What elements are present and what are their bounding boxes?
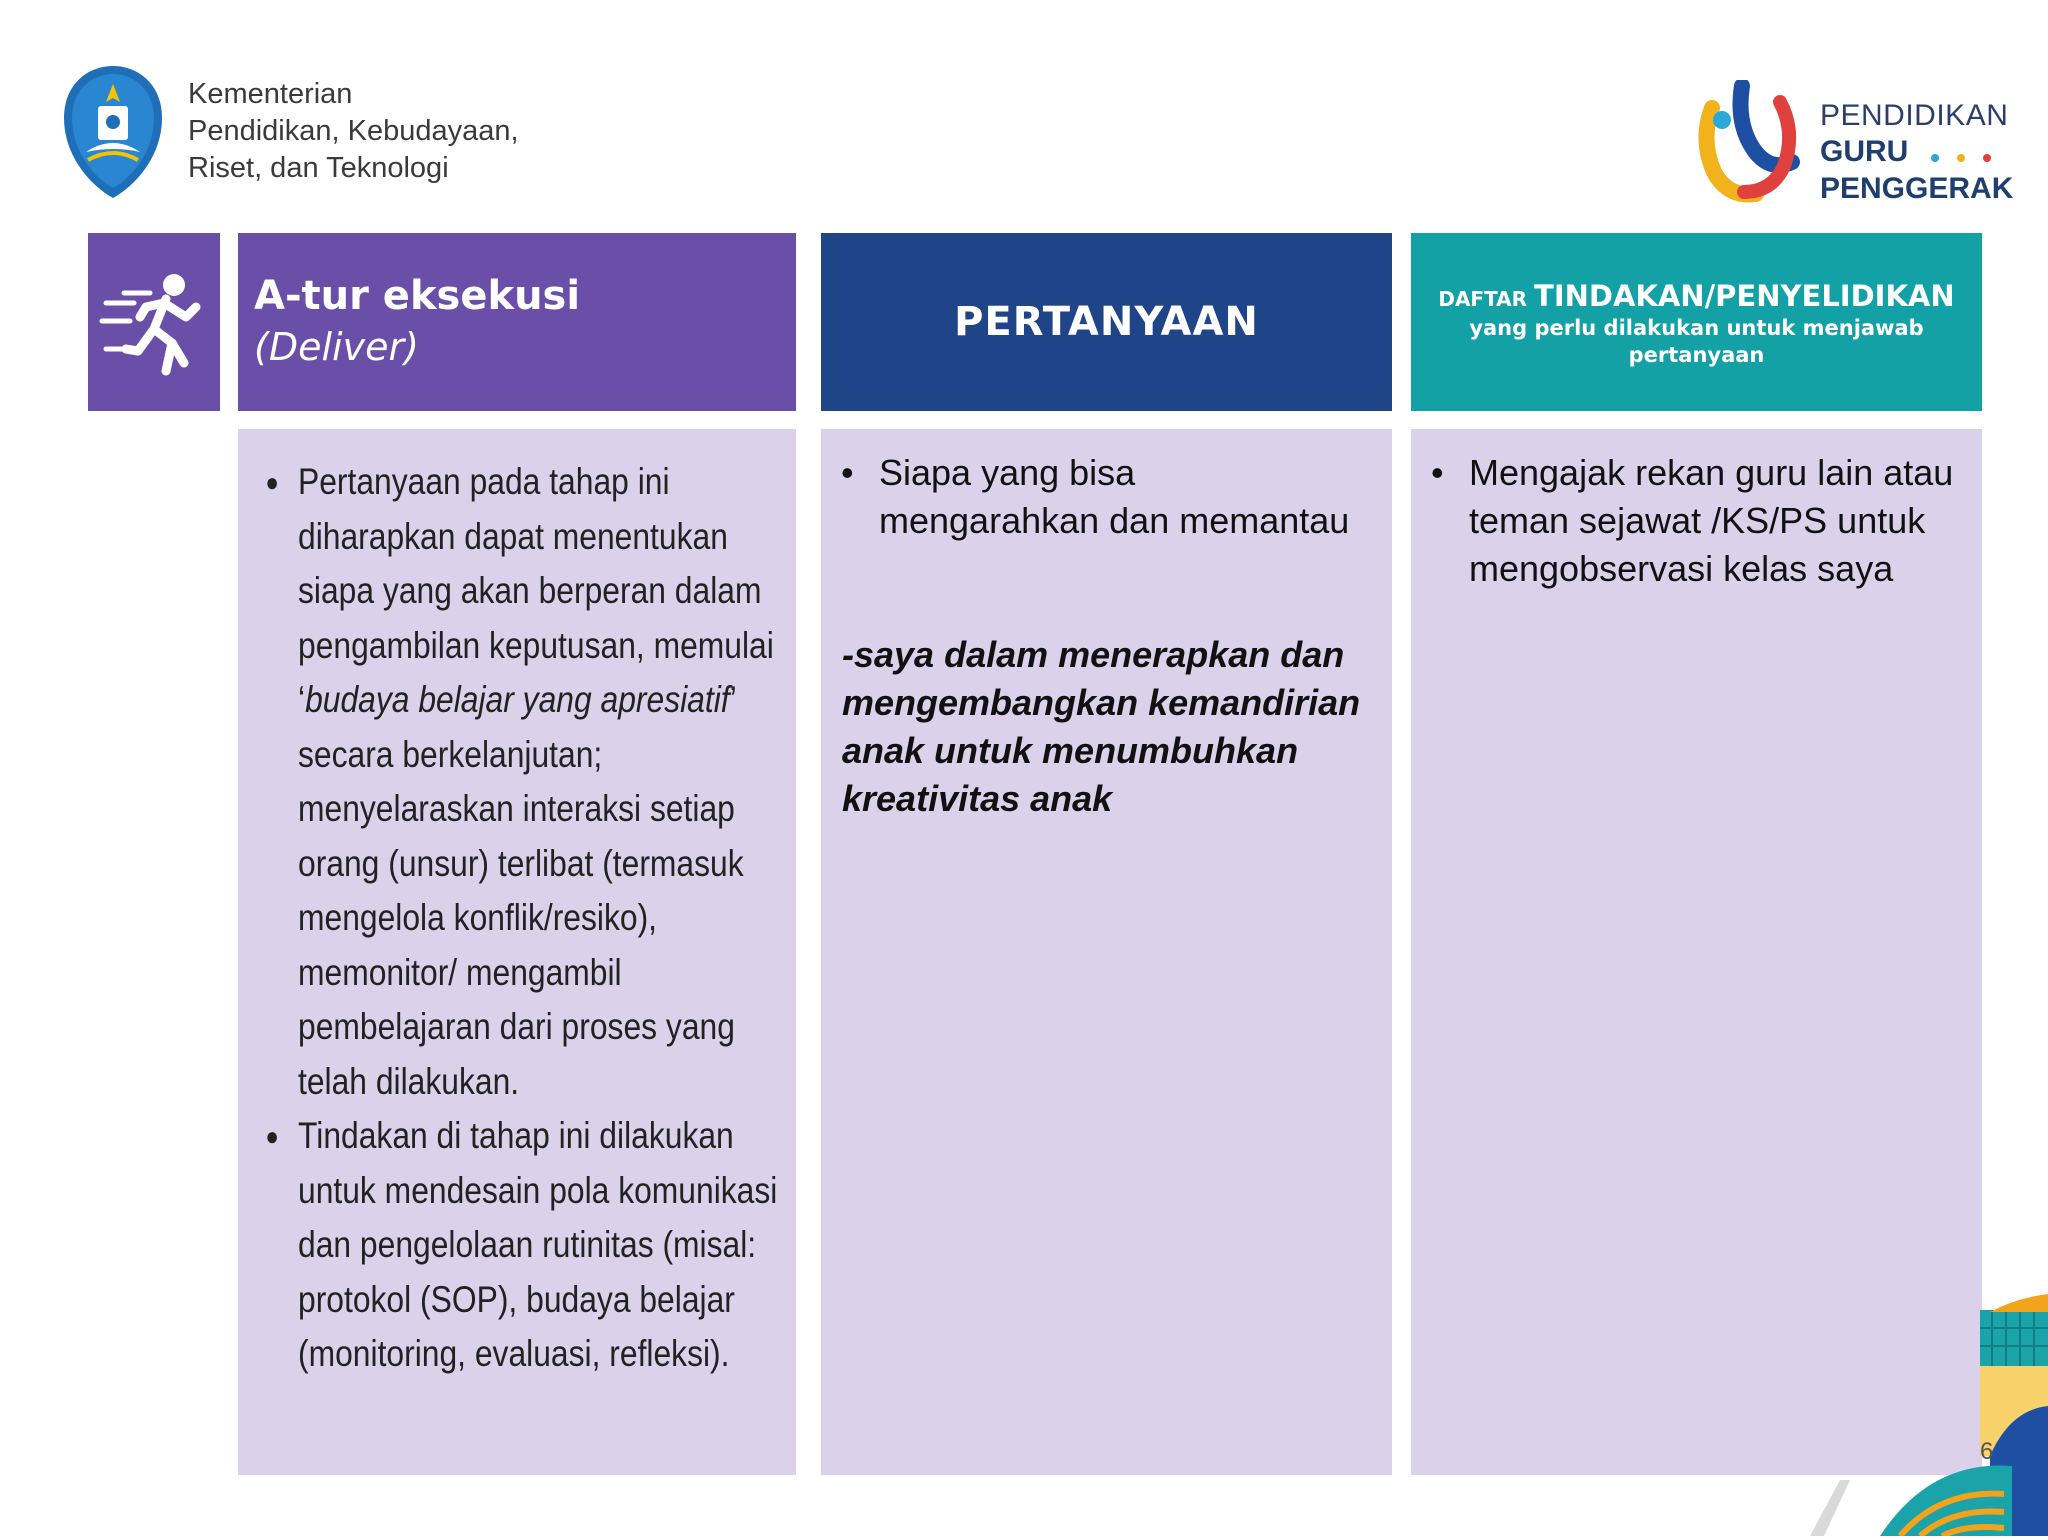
list-item: • Siapa yang bisa mengarahkan dan memantau bbox=[879, 449, 1359, 545]
list-item bbox=[298, 455, 788, 1109]
pgp-dots bbox=[1931, 135, 2009, 171]
actions-title-prefix: DAFTAR bbox=[1438, 287, 1535, 311]
pgp-logo-line-3: PENGGERAK bbox=[1820, 172, 2014, 206]
stage-subtitle: (Deliver) bbox=[254, 325, 419, 369]
stage-icon-box bbox=[88, 233, 220, 411]
bullet-text: ’ secara berkelanjutan; menyelaraskan interaksi setiap orang (unsur) terlibat (termasuk mengelola konflik/resiko), memonitor/ mengambil pembelajaran dari proses yang telah dilakukan. bbox=[298, 679, 744, 1102]
pgp-logo-line-1: PENDIDIKAN bbox=[1820, 99, 2009, 132]
questions-cell bbox=[821, 429, 1392, 1475]
actions-list bbox=[1469, 449, 1959, 593]
pgp-logo-line-2: GURU bbox=[1820, 135, 1909, 168]
pgp-logo-text bbox=[1820, 98, 2013, 207]
decorative-corner-pattern bbox=[1780, 1290, 2048, 1536]
bullet-italic-text: budaya belajar yang apresiatif bbox=[305, 679, 730, 720]
ministry-line-1: Kementerian bbox=[188, 78, 353, 110]
stage-description-list bbox=[298, 455, 788, 1382]
ministry-line-2: Pendidikan, Kebudayaan, bbox=[188, 115, 519, 147]
questions-list bbox=[879, 449, 1359, 545]
actions-header bbox=[1411, 233, 1982, 411]
actions-title: TINDAKAN/PENYELIDIKAN bbox=[1534, 279, 1955, 313]
running-person-icon bbox=[88, 233, 220, 411]
questions-header bbox=[821, 233, 1392, 411]
list-item: • Mengajak rekan guru lain atau teman sejawat /KS/PS untuk mengobservasi kelas saya bbox=[1469, 449, 1959, 593]
stage-title: A-tur eksekusi bbox=[254, 273, 581, 319]
bullet-text: Tindakan di tahap ini dilakukan untuk mendesain pola komunikasi dan pengelolaan rutinitas (misal: protokol (SOP), budaya belajar (monitoring, evaluasi, refleksi). bbox=[298, 1115, 778, 1374]
actions-subtitle: yang perlu dilakukan untuk menjawab pertanyaan bbox=[1469, 316, 1924, 367]
bullet-text: Pertanyaan pada tahap ini diharapkan dapat menentukan siapa yang akan berperan dalam pengambilan keputusan, memulai ‘ bbox=[298, 461, 774, 720]
ministry-line-3: Riset, dan Teknologi bbox=[188, 152, 449, 184]
stage-description-cell bbox=[238, 429, 796, 1475]
pgp-logo-line-2-row bbox=[1820, 134, 2013, 171]
list-item bbox=[298, 1109, 788, 1382]
question-note: -saya dalam menerapkan dan mengembangkan kemandirian anak untuk menumbuhkan kreativitas anak bbox=[842, 634, 1361, 819]
pgp-logo-mark bbox=[1692, 80, 1812, 204]
page-number: 6 bbox=[1980, 1438, 1994, 1465]
stage-header bbox=[238, 233, 796, 411]
kemdikbud-logo bbox=[58, 62, 168, 202]
actions-title-row bbox=[1411, 279, 1982, 313]
questions-title: PERTANYAAN bbox=[954, 299, 1259, 345]
ministry-name bbox=[188, 76, 519, 187]
